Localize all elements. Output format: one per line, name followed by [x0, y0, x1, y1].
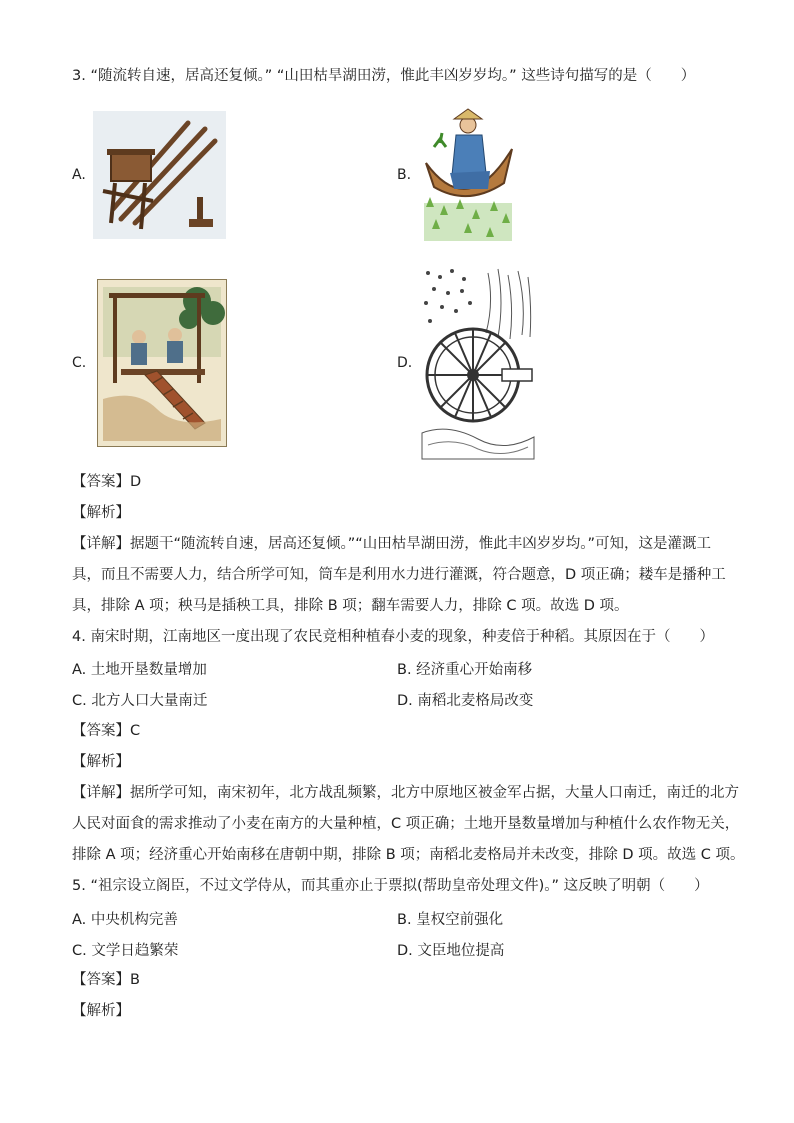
q3-detail-line-2: 具，而且不需要人力，结合所学可知，筒车是利用水力进行灌溉，符合题意，D 项正确；耧车是播种工	[72, 567, 726, 583]
q5-stem: 5. “祖宗设立阁臣，不过文学侍从，而其重亦止于票拟(帮助皇帝处理文件)。” 这反映了明朝（ ）	[72, 878, 709, 894]
q3-option-b-label[interactable]: B.	[397, 167, 412, 183]
q4-analysis-title: 【解析】	[72, 754, 130, 770]
rice-transplanter-boat-image	[420, 103, 516, 244]
square-pallet-chain-pump-image	[97, 279, 227, 447]
q3-answer: 【答案】D	[72, 474, 142, 490]
curved-plow-image	[93, 111, 226, 239]
q5-answer: 【答案】B	[72, 972, 140, 988]
q3-option-c-label[interactable]: C.	[72, 355, 87, 371]
q4-option-b[interactable]: B. 经济重心开始南移	[397, 662, 533, 678]
q4-option-c[interactable]: C. 北方人口大量南迁	[72, 693, 208, 709]
q4-option-d[interactable]: D. 南稻北麦格局改变	[397, 693, 534, 709]
q3-detail-line-3: 具，排除 A 项；秧马是插秧工具，排除 B 项；翻车需要人力，排除 C 项。故选 D 项。	[72, 598, 629, 614]
q5-analysis-title: 【解析】	[72, 1003, 130, 1019]
q3-option-a-label[interactable]: A.	[72, 167, 86, 183]
q3-option-d-label[interactable]: D.	[397, 355, 413, 371]
q3-stem: 3. “随流转自速，居高还复倾。” “山田枯旱湖田涝，惟此丰凶岁岁均。” 这些诗句描写的是（ ）	[72, 68, 696, 84]
q3-detail-line-1: 【详解】据题干“随流转自速，居高还复倾。”“山田枯旱湖田涝，惟此丰凶岁岁均。”可知，这是灌溉工	[72, 536, 712, 552]
q4-option-a[interactable]: A. 土地开垦数量增加	[72, 662, 207, 678]
water-wheel-image	[418, 263, 538, 461]
q5-option-b[interactable]: B. 皇权空前强化	[397, 912, 504, 928]
q5-option-c[interactable]: C. 文学日趋繁荣	[72, 943, 179, 959]
q4-detail-line-1: 【详解】据所学可知，南宋初年，北方战乱频繁，北方中原地区被金军占据，大量人口南迁，南迁的北方	[72, 785, 739, 801]
q4-detail-line-2: 人民对面食的需求推动了小麦在南方的大量种植，C 项正确；土地开垦数量增加与种植什么农作物无关，	[72, 816, 740, 832]
q3-analysis-title: 【解析】	[72, 505, 130, 521]
q4-answer: 【答案】C	[72, 723, 141, 739]
q4-detail-line-3: 排除 A 项；经济重心开始南移在唐朝中期，排除 B 项；南稻北麦格局并未改变，排除 D 项。故选 C 项。	[72, 847, 745, 863]
q5-option-a[interactable]: A. 中央机构完善	[72, 912, 178, 928]
q5-option-d[interactable]: D. 文臣地位提高	[397, 943, 505, 959]
q4-stem: 4. 南宋时期，江南地区一度出现了农民竞相种植春小麦的现象，种麦倍于种稻。其原因在于（ ）	[72, 629, 714, 645]
